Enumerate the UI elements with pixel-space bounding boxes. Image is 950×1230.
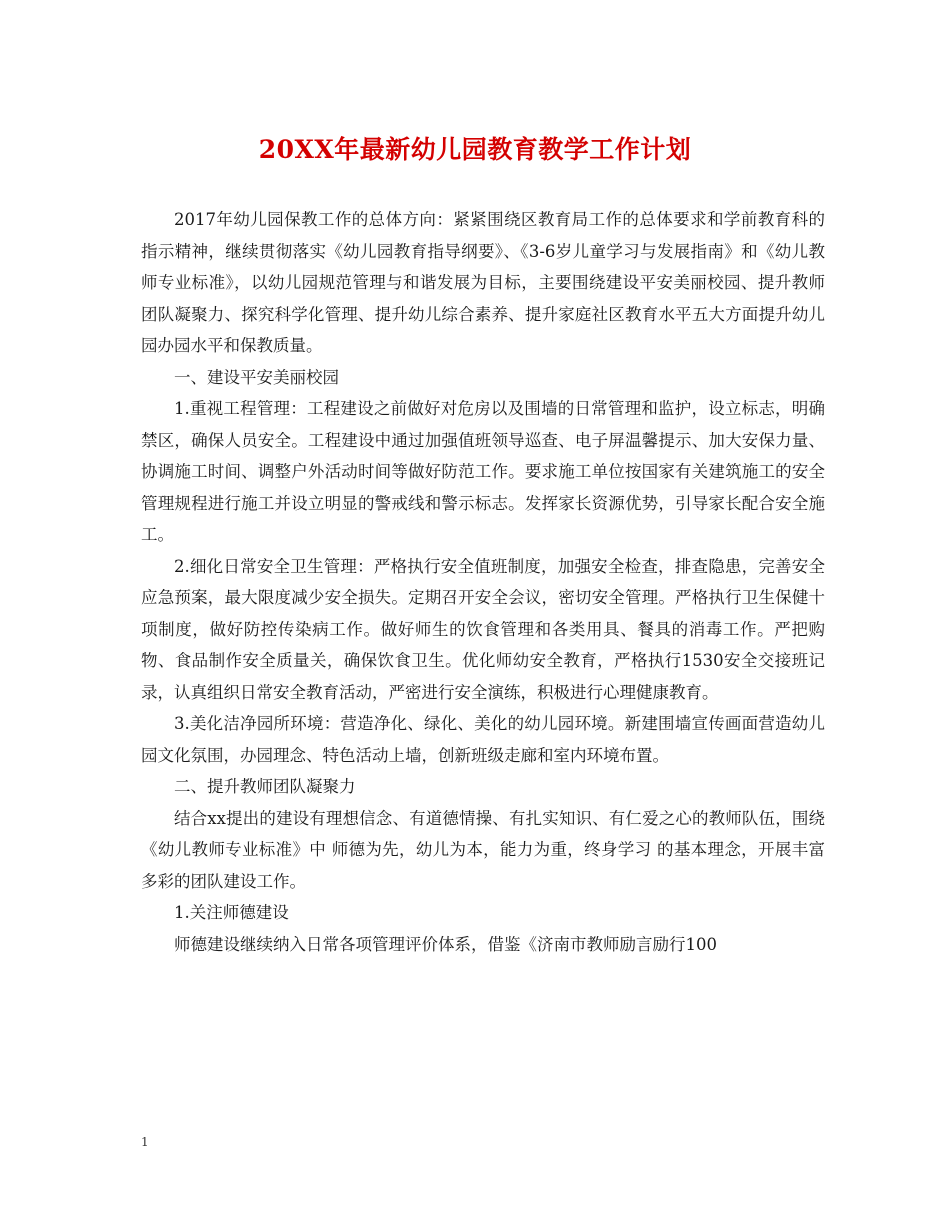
subsection-heading-ethics: 1.关注师德建设 xyxy=(174,903,289,922)
document-body xyxy=(141,204,825,960)
document-title: 20XX年最新幼儿园教育教学工作计划 xyxy=(258,135,692,164)
paragraph-project-management: 1.重视工程管理：工程建设之前做好对危房以及围墙的日常管理和监护，设立标志，明确禁区，确保人员安全。工程建设中通过加强值班领导巡查、电子屏温馨提示、加大安保力量、协调施工时间、调整户外活动时间等做好防范工作。要求施工单位按国家有关建筑施工的安全管理规程进行施工并设立明显的警戒线和警示标志。发挥家长资源优势，引导家长配合安全施工。 xyxy=(141,399,825,544)
paragraph-ethics: 师德建设继续纳入日常各项管理评价体系，借鉴《济南市教师励言励行100 xyxy=(174,934,717,954)
paragraph-intro: 2017年幼儿园保教工作的总体方向：紧紧围绕区教育局工作的总体要求和学前教育科的指示精神，继续贯彻落实《幼儿园教育指导纲要》、《3-6岁儿童学习与发展指南》和《幼儿教师专业标准》，以幼儿园规范管理与和谐发展为目标，主要围绕建设平安美丽校园、提升教师团队凝聚力、探究科学化管理、提升幼儿综合素养、提升家庭社区教育水平五大方面提升幼儿园办园水平和保教质量。 xyxy=(141,210,825,355)
page-number: 1 xyxy=(141,1135,149,1149)
section-heading-1: 一、建设平安美丽校园 xyxy=(174,367,339,387)
paragraph-team-building: 结合xx提出的建设有理想信念、有道德情操、有扎实知识、有仁爱之心的教师队伍，围绕《幼儿教师专业标准》中 师德为先，幼儿为本，能力为重，终身学习 的基本理念，开展丰富多彩的团队建设工作。 xyxy=(141,808,825,891)
paragraph-environment: 3.美化洁净园所环境：营造净化、绿化、美化的幼儿园环境。新建围墙宣传画面营造幼儿园文化氛围，办园理念、特色活动上墙，创新班级走廊和室内环境布置。 xyxy=(141,714,825,765)
paragraph-safety-hygiene: 2.细化日常安全卫生管理：严格执行安全值班制度，加强安全检查，排查隐患，完善安全应急预案，最大限度减少安全损失。定期召开安全会议，密切安全管理。严格执行卫生保健十项制度，做好防控传染病工作。做好师生的饮食管理和各类用具、餐具的消毒工作。严把购物、食品制作安全质量关，确保饮食卫生。优化师幼安全教育，严格执行1530安全交接班记录，认真组织日常安全教育活动，严密进行安全演练，积极进行心理健康教育。 xyxy=(141,556,825,702)
section-heading-2: 二、提升教师团队凝聚力 xyxy=(174,777,356,796)
